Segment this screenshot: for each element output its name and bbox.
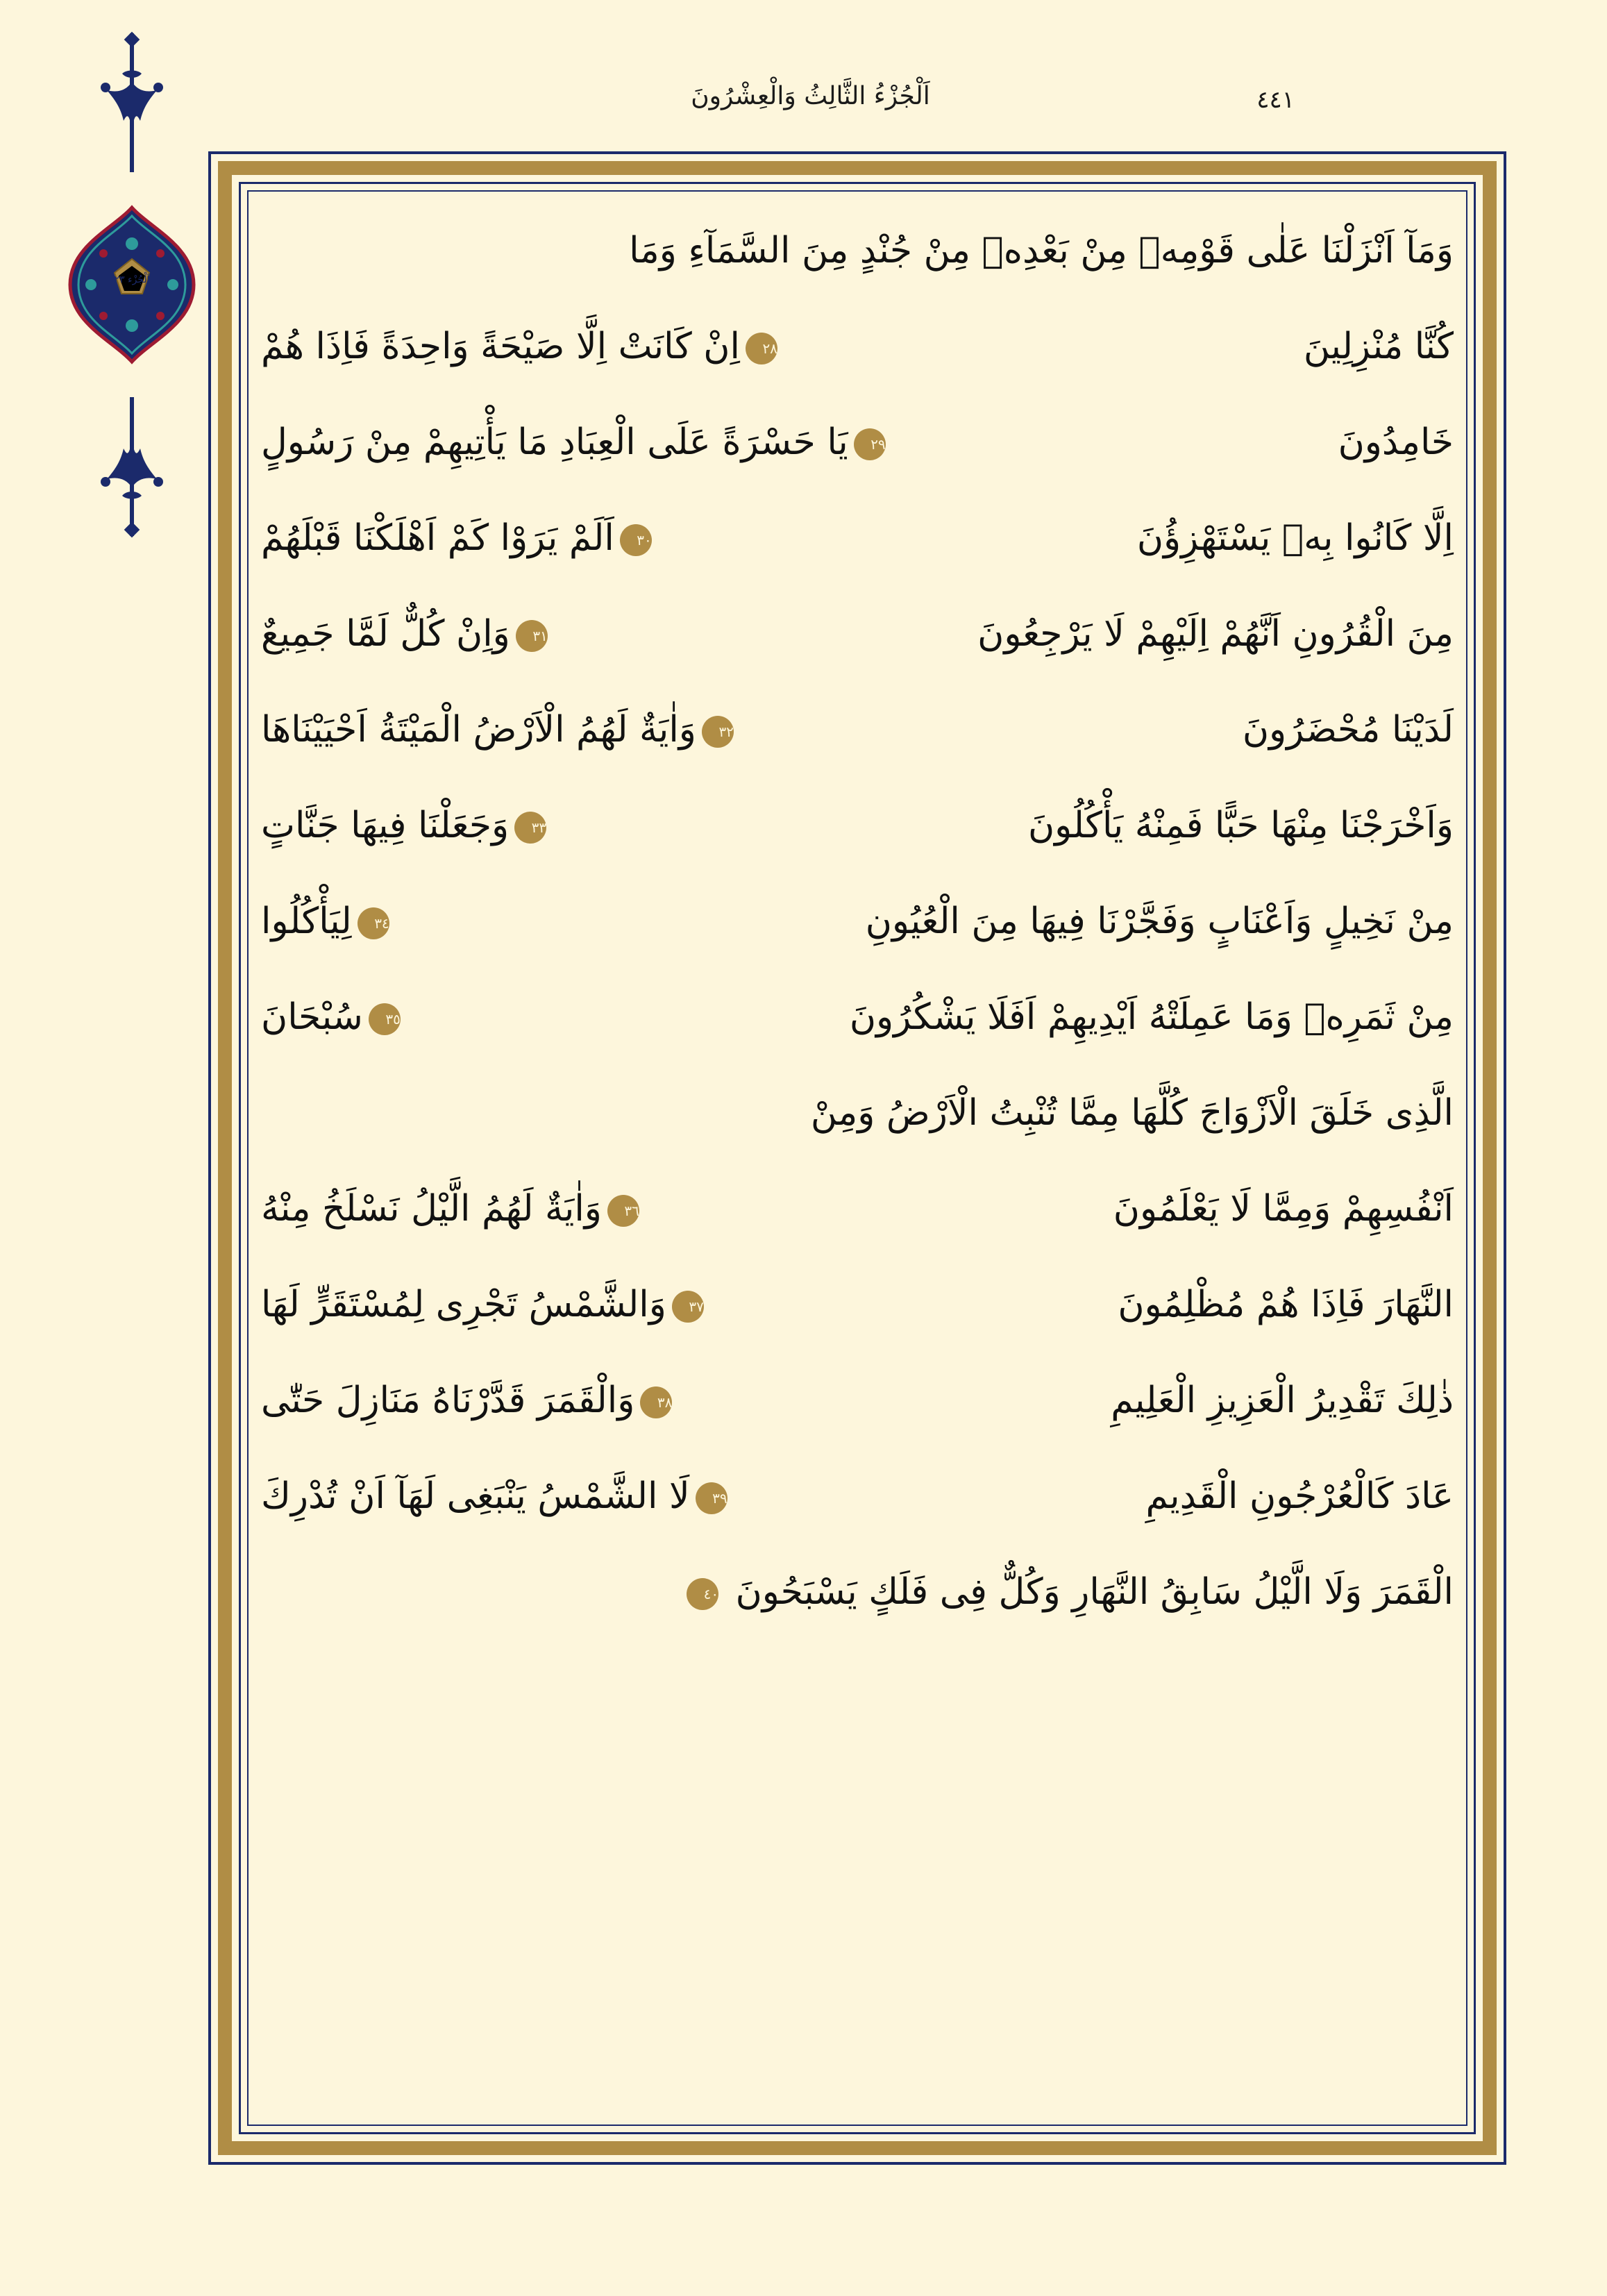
ayah-number-marker: ٣٧ [672,1291,704,1323]
ayah-text: مِنْ ثَمَرِهٖ وَمَا عَمِلَتْهُ اَيْدِيهِمْ اَفَلَا يَشْكُرُونَ [849,996,1454,1038]
ayah-text: عَادَ كَالْعُرْجُونِ الْقَدِيمِ [1145,1475,1454,1517]
medallion-label: اَلْجُزْء ٢٣ [114,274,150,285]
ayah-text: سُبْحَانَ [261,996,363,1038]
ayah-line [261,586,1454,682]
quran-text-body [261,203,1454,2113]
margin-ornament [66,28,198,542]
page-frame [208,151,1506,2165]
ayah-number-marker: ٣٥ [369,1003,401,1035]
ayah-number-marker: ٢٨ [746,333,777,364]
ayah-number-marker: ٣٣ [514,812,546,844]
ayah-line [261,490,1454,586]
ayah-line [261,1544,1454,1640]
ayah-text: اِنْ كَانَتْ اِلَّا صَيْحَةً وَاحِدَةً فَاِذَا هُمْ [261,326,740,367]
ayah-text: لَدَيْنَا مُحْضَرُونَ [1242,709,1454,751]
ayah-line [261,203,1454,299]
ayah-line [261,682,1454,778]
ayah-number-marker: ٣٦ [607,1195,639,1227]
ayah-text: ذٰلِكَ تَقْدِيرُ الْعَزِيزِ الْعَلِيمِ [1111,1380,1454,1421]
ayah-number-marker: ٣٨ [640,1386,672,1418]
ayah-line [261,1352,1454,1448]
ayah-text: لَا الشَّمْسُ يَنْبَغِى لَهَآ اَنْ تُدْرِكَ [261,1475,690,1517]
ayah-text: الْقَمَرَ وَلَا الَّيْلُ سَابِقُ النَّهَارِ وَكُلٌّ فِى فَلَكٍ يَسْبَحُونَ [735,1571,1454,1613]
ayah-text: مِنْ نَخِيلٍ وَاَعْنَابٍ وَفَجَّرْنَا فِيهَا مِنَ الْعُيُونِ [865,900,1454,942]
ayah-line [261,1065,1454,1161]
ayah-line [261,1257,1454,1352]
ayah-number-marker: ٣١ [516,620,548,652]
ayah-number-marker: ٤٠ [687,1578,718,1610]
ayah-number-marker: ٣٢ [702,716,734,748]
ornament-stem-bottom [130,397,134,536]
ayah-number-marker: ٣٤ [357,907,389,939]
ornament-finial-bottom-icon [120,518,144,542]
ayah-text: وَاٰيَةٌ لَهُمُ الَّيْلُ نَسْلَخُ مِنْهُ [261,1188,602,1230]
ornament-leaf-upper-icon [90,69,174,132]
ayah-text: وَجَعَلْنَا فِيهَا جَنَّاتٍ [261,805,510,846]
ayah-text: وَاِنْ كُلٌّ لَمَّا جَمِيعٌ [261,613,510,655]
ayah-text: لِيَأْكُلُوا [261,900,352,942]
ayah-text: وَاٰيَةٌ لَهُمُ الْاَرْضُ الْمَيْتَةُ اَحْيَيْنَاهَا [261,709,696,751]
ayah-number-marker: ٣٩ [696,1482,727,1514]
ayah-number-marker: ٣٠ [620,524,652,556]
ayah-text: خَامِدُونَ [1338,421,1454,463]
ayah-line [261,394,1454,490]
ayah-text: اِلَّا كَانُوا بِهٖ يَسْتَهْزِؤُنَ [1136,517,1454,559]
ayah-text: اَنْفُسِهِمْ وَمِمَّا لَا يَعْلَمُونَ [1113,1188,1454,1230]
ayah-text: وَمَآ اَنْزَلْنَا عَلٰى قَوْمِهٖ مِنْ بَعْدِهٖ مِنْ جُنْدٍ مِنَ السَّمَآءِ وَمَا [629,230,1454,271]
ayah-text: مِنَ الْقُرُونِ اَنَّهُمْ اِلَيْهِمْ لَا يَرْجِعُونَ [977,613,1454,655]
ayah-text: يَا حَسْرَةً عَلَى الْعِبَادِ مَا يَأْتِيهِمْ مِنْ رَسُولٍ [261,421,848,463]
ayah-text: كُنَّا مُنْزِلِينَ [1303,326,1454,367]
ayah-text: وَالشَّمْسُ تَجْرِى لِمُسْتَقَرٍّ لَهَا [261,1284,666,1325]
ayah-text: اَلَمْ يَرَوْا كَمْ اَهْلَكْنَا قَبْلَهُمْ [261,517,614,559]
ayah-number-marker: ٢٩ [854,428,886,460]
juz-title: اَلْجُزْءُ الثَّالِثُ وَالْعِشْرُونَ [691,82,930,110]
juz-medallion [67,205,196,364]
page-header [222,82,1399,124]
ayah-line [261,969,1454,1065]
ayah-line [261,1448,1454,1544]
ayah-text: الَّذِى خَلَقَ الْاَزْوَاجَ كُلَّهَا مِمَّا تُنْبِتُ الْاَرْضُ وَمِنْ [810,1092,1454,1134]
ayah-line [261,299,1454,394]
ayah-text: وَالْقَمَرَ قَدَّرْنَاهُ مَنَازِلَ حَتّٰى [261,1380,635,1421]
ayah-line [261,1161,1454,1257]
ayah-text: وَاَخْرَجْنَا مِنْهَا حَبًّا فَمِنْهُ يَأْكُلُونَ [1027,805,1454,846]
ayah-line [261,778,1454,873]
ayah-line [261,873,1454,969]
page-number: ٤٤١ [1256,86,1295,114]
ayah-text: النَّهَارَ فَاِذَا هُمْ مُظْلِمُونَ [1118,1284,1454,1325]
